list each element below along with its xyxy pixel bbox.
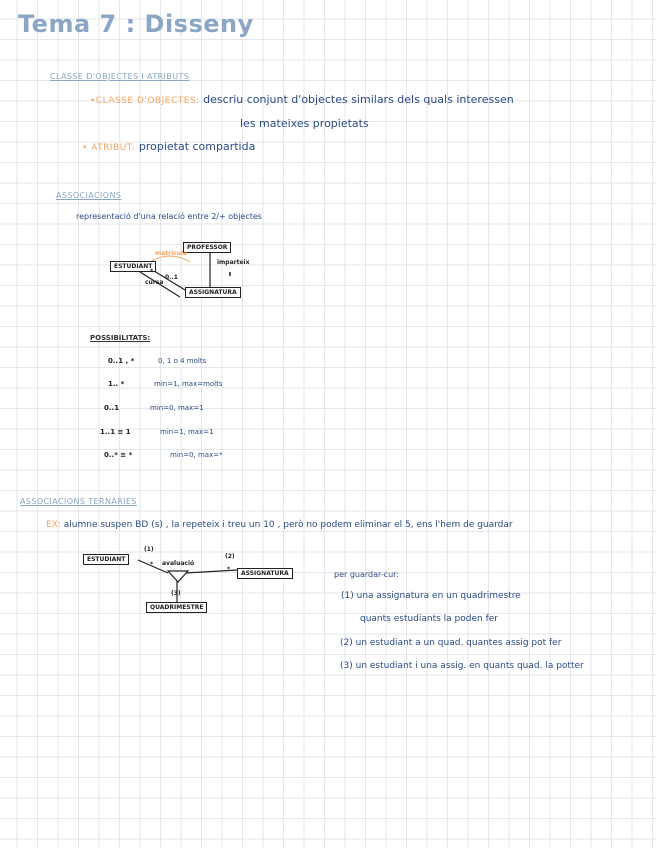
- possibilitat-meaning: min=0, max=*: [170, 451, 223, 459]
- possibilitat-notation: 1.. *: [108, 380, 125, 388]
- possibilitat-meaning: min=1, max=1: [160, 428, 214, 436]
- label-ternary-3: (3): [171, 590, 181, 597]
- classe-label: •CLASSE D'OBJECTES:: [90, 96, 200, 106]
- possibilitat-notation: 1..1 ≡ 1: [100, 428, 131, 436]
- box-assignatura-ternary: ASSIGNATURA: [237, 568, 293, 579]
- box-assignatura: ASSIGNATURA: [185, 287, 241, 298]
- box-estudiant: ESTUDIANT: [110, 261, 156, 272]
- example-label: EX:: [46, 520, 61, 530]
- possibilitat-notation: 0..* ≡ *: [104, 451, 133, 459]
- guardar-title: per guardar-cur:: [334, 570, 399, 579]
- section-heading-classes: CLASSE D'OBJECTES I ATRIBUTS: [50, 72, 190, 81]
- guardar-item: (2) un estudiant a un quad. quantes assig pot fer: [340, 638, 562, 648]
- label-cursa: cursa: [145, 279, 164, 286]
- possibilitat-meaning: 0, 1 o 4 molts: [158, 357, 207, 365]
- atribut-label: • ATRIBUT:: [82, 143, 136, 153]
- example-line: [46, 520, 513, 530]
- label-ternary-2: (2): [225, 553, 235, 560]
- classe-text-line2: les mateixes propietats: [240, 117, 369, 130]
- label-ternary-star-1: *: [150, 561, 154, 568]
- label-avaluacio: avaluació: [162, 560, 195, 567]
- possibilitat-meaning: min=1, max=molts: [154, 380, 223, 388]
- possibilitat-meaning: min=0, max=1: [150, 404, 204, 412]
- possibilitat-notation: 0..1: [104, 404, 120, 412]
- label-multiplicity-star: *: [150, 268, 154, 275]
- label-multiplicity-01: 0..1: [165, 274, 178, 281]
- label-matricula: matricula: [155, 250, 188, 257]
- possibilitats-title: POSSIBILITATS:: [90, 334, 151, 342]
- label-ternary-1: (1): [144, 546, 154, 553]
- example-text: alumne suspen BD (s) , la repeteix i treu un 10 , però no podem eliminar el 5, ens l'hem de guardar: [63, 520, 513, 530]
- box-quadrimestre: QUADRIMESTRE: [146, 602, 207, 613]
- guardar-item: quants estudiants la poden fer: [360, 614, 499, 624]
- label-imparteix: imparteix: [217, 259, 250, 266]
- guardar-item: (3) un estudiant i una assig. en quants quad. la potter: [340, 661, 584, 671]
- label-ternary-star-2: *: [227, 566, 231, 573]
- atribut-text: propietat compartida: [138, 140, 256, 153]
- guardar-item: (1) una assignatura en un quadrimestre: [341, 591, 521, 601]
- classe-text-line1: descriu conjunt d'objectes similars dels quals interessen: [203, 93, 514, 106]
- section-heading-ternaries: ASSOCIACIONS TERNÀRIES: [20, 497, 137, 506]
- possibilitat-notation: 0..1 , *: [108, 357, 135, 365]
- page-title: Tema 7 : Disseny: [18, 10, 254, 38]
- section-heading-associacions: ASSOCIACIONS: [56, 191, 122, 200]
- box-estudiant-ternary: ESTUDIANT: [83, 554, 129, 565]
- box-professor: PROFESSOR: [183, 242, 231, 253]
- associacio-definition: representació d'una relació entre 2/+ objectes: [76, 212, 262, 221]
